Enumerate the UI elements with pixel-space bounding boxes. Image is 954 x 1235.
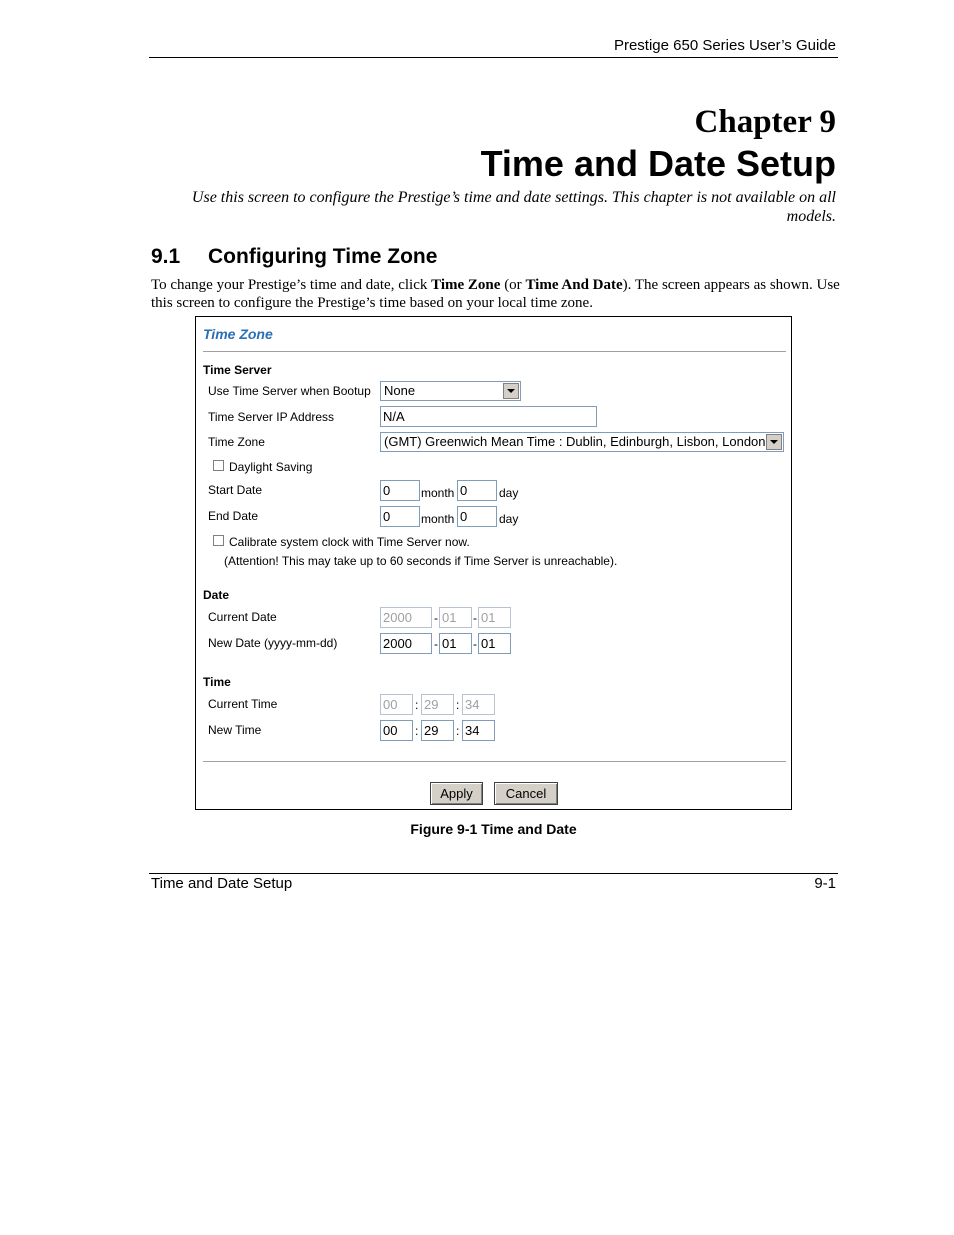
time-server-ip-input[interactable]: N/A	[380, 406, 597, 427]
section-heading	[151, 245, 437, 269]
start-month-input[interactable]: 0	[380, 480, 420, 501]
footer-chapter-title: Time and Date Setup	[151, 875, 293, 892]
running-header: Prestige 650 Series User’s Guide	[613, 37, 836, 54]
current-second-field: 34	[462, 694, 495, 715]
time-zone-screenshot	[195, 316, 792, 810]
end-day-input[interactable]: 0	[457, 506, 497, 527]
date-separator: -	[473, 637, 477, 651]
current-hour-field: 00	[380, 694, 413, 715]
current-time-label: Current Time	[208, 697, 278, 711]
apply-button[interactable]: Apply	[430, 782, 483, 805]
paragraph-bold-time-and-date: Time And Date	[525, 277, 623, 293]
new-second-input[interactable]: 34	[462, 720, 495, 741]
start-month-unit: month	[421, 486, 455, 500]
new-day-input[interactable]: 01	[478, 633, 511, 654]
time-server-select-value: None	[384, 383, 416, 398]
paragraph-text: ). The screen appears as shown. Use this screen to configure the Prestige’s time based on your local time zone.	[151, 277, 840, 311]
new-date-label: New Date (yyyy-mm-dd)	[208, 636, 338, 650]
chapter-intro: Use this screen to configure the Prestige’s time and date settings. This chapter is not available on all models.	[191, 189, 836, 225]
end-day-unit: day	[499, 512, 519, 526]
daylight-saving-label: Daylight Saving	[229, 460, 313, 474]
new-time-label: New Time	[208, 723, 262, 737]
time-separator: :	[415, 698, 419, 712]
paragraph-text: (or	[500, 277, 526, 293]
chevron-down-icon[interactable]	[766, 434, 782, 450]
start-date-label: Start Date	[208, 483, 263, 497]
use-time-server-label: Use Time Server when Bootup	[208, 384, 371, 398]
calibrate-checkbox[interactable]	[213, 535, 224, 546]
current-date-label: Current Date	[208, 610, 277, 624]
screen-title: Time Zone	[203, 326, 273, 342]
calibrate-label: Calibrate system clock with Time Server now.	[229, 535, 470, 549]
current-year-field: 2000	[380, 607, 432, 628]
section-paragraph	[151, 276, 841, 312]
time-separator: :	[456, 698, 460, 712]
time-server-group-label: Time Server	[203, 363, 272, 377]
bottom-divider	[203, 761, 786, 763]
time-separator: :	[456, 724, 460, 738]
chapter-number: Chapter 9	[694, 104, 836, 140]
time-zone-select[interactable]	[380, 432, 784, 452]
chapter-title: Time and Date Setup	[480, 143, 836, 184]
date-separator: -	[473, 611, 477, 625]
title-divider	[203, 351, 786, 353]
section-number: 9.1	[151, 245, 181, 268]
new-year-input[interactable]: 2000	[380, 633, 432, 654]
figure-caption: Figure 9-1 Time and Date	[410, 821, 577, 837]
time-separator: :	[415, 724, 419, 738]
chevron-down-icon[interactable]	[503, 383, 519, 399]
date-separator: -	[434, 637, 438, 651]
new-hour-input[interactable]: 00	[380, 720, 413, 741]
date-separator: -	[434, 611, 438, 625]
time-zone-label: Time Zone	[208, 435, 265, 449]
end-month-unit: month	[421, 512, 455, 526]
new-month-input[interactable]: 01	[439, 633, 472, 654]
section-title: Configuring Time Zone	[208, 245, 438, 268]
start-day-input[interactable]: 0	[457, 480, 497, 501]
start-day-unit: day	[499, 486, 519, 500]
footer-page-number: 9-1	[814, 875, 836, 892]
date-group-label: Date	[203, 588, 230, 602]
current-day-field: 01	[478, 607, 511, 628]
time-zone-select-value: (GMT) Greenwich Mean Time : Dublin, Edinburgh, Lisbon, London	[384, 434, 766, 449]
header-rule	[149, 57, 838, 58]
paragraph-text: To change your Prestige’s time and date, click	[151, 277, 432, 293]
end-month-input[interactable]: 0	[380, 506, 420, 527]
new-minute-input[interactable]: 29	[421, 720, 454, 741]
cancel-button[interactable]: Cancel	[494, 782, 558, 805]
attention-note: (Attention! This may take up to 60 seconds if Time Server is unreachable).	[224, 554, 618, 568]
time-server-select[interactable]	[380, 381, 521, 401]
footer-rule	[149, 873, 838, 874]
end-date-label: End Date	[208, 509, 259, 523]
current-month-field: 01	[439, 607, 472, 628]
current-minute-field: 29	[421, 694, 454, 715]
time-server-ip-label: Time Server IP Address	[208, 410, 335, 424]
paragraph-bold-time-zone: Time Zone	[431, 277, 501, 293]
daylight-saving-checkbox[interactable]	[213, 460, 224, 471]
time-group-label: Time	[203, 675, 231, 689]
